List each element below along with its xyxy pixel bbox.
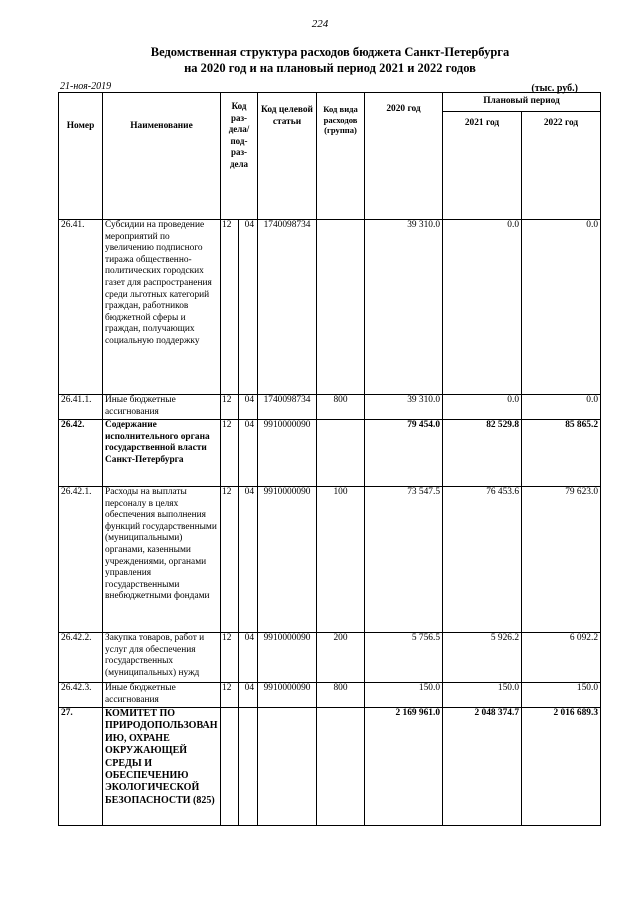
row-name: Расходы на выплаты персоналу в целях обеспечения выполнения функций государственными (муниципальными) органами, казенными учреждениями, органами управления государственными внебюджетными фондами [103,487,221,633]
row-number: 26.42.2. [59,633,103,683]
header-expense-code: Код вида расходов (группа) [317,93,365,220]
row-value-2021: 82 529.8 [443,420,522,487]
row-name: Закупка товаров, работ и услуг для обеспечения государственных (муниципальных) нужд [103,633,221,683]
row-name: Иные бюджетные ассигнования [103,683,221,708]
row-target-code: 9910000090 [258,420,317,487]
row-expense-code [317,708,365,826]
row-target-code [258,708,317,826]
row-expense-code: 200 [317,633,365,683]
row-value-2022: 85 865.2 [522,420,601,487]
row-value-2021: 150.0 [443,683,522,708]
row-expense-code: 800 [317,395,365,420]
row-value-2020: 79 454.0 [365,420,443,487]
expenditure-table [58,92,601,826]
header-2022: 2022 год [522,112,601,220]
title-line-2: на 2020 год и на плановый период 2021 и 2022 годов [184,61,476,75]
row-number: 27. [59,708,103,826]
row-number: 26.41. [59,220,103,395]
row-section: 12 [221,220,239,395]
row-name: Субсидии на проведение мероприятий по увеличению подписного тиража общественно-политических городских газет для распространения среди льготных категорий граждан, работников бюджетной сферы и граждан, получающих социальную поддержку [103,220,221,395]
row-section: 12 [221,395,239,420]
row-value-2022: 2 016 689.3 [522,708,601,826]
title-line-1: Ведомственная структура расходов бюджета Санкт-Петербурга [150,45,510,59]
row-value-2022: 150.0 [522,683,601,708]
row-value-2022: 79 623.0 [522,487,601,633]
document-date: 21-ноя-2019 [60,81,112,92]
page-number: 224 [311,18,329,30]
row-target-code: 1740098734 [258,395,317,420]
row-value-2020: 150.0 [365,683,443,708]
row-subsection: 04 [239,420,258,487]
row-section: 12 [221,420,239,487]
row-value-2020: 5 756.5 [365,633,443,683]
units-label: (тыс. руб.) [531,83,578,94]
row-section [221,708,239,826]
row-expense-code [317,220,365,395]
row-value-2021: 0.0 [443,395,522,420]
row-name: КОМИТЕТ ПО ПРИРОДОПОЛЬЗОВАНИЮ, ОХРАНЕ ОКРУЖАЮЩЕЙ СРЕДЫ И ОБЕСПЕЧЕНИЮ ЭКОЛОГИЧЕСКОЙ БЕЗОПАСНОСТИ (825) [103,708,221,826]
row-subsection: 04 [239,633,258,683]
row-subsection [239,708,258,826]
header-2020: 2020 год [365,93,443,220]
table-row [59,420,601,487]
header-2021: 2021 год [443,112,522,220]
table-row [59,395,601,420]
row-value-2021: 5 926.2 [443,633,522,683]
row-number: 26.41.1. [59,395,103,420]
row-expense-code: 100 [317,487,365,633]
row-value-2021: 2 048 374.7 [443,708,522,826]
row-number: 26.42. [59,420,103,487]
row-target-code: 9910000090 [258,683,317,708]
row-section: 12 [221,683,239,708]
row-value-2022: 0.0 [522,395,601,420]
row-value-2020: 39 310.0 [365,395,443,420]
row-subsection: 04 [239,395,258,420]
row-target-code: 9910000090 [258,633,317,683]
row-subsection: 04 [239,683,258,708]
document-title [60,44,600,76]
header-planned-period: Плановый период [443,93,601,112]
row-number: 26.42.1. [59,487,103,633]
row-number: 26.42.3. [59,683,103,708]
row-section: 12 [221,487,239,633]
header-section-code: Код раз-дела/ под-раз-дела [221,93,258,220]
header-number: Номер [59,93,103,220]
table-row [59,633,601,683]
row-value-2022: 6 092.2 [522,633,601,683]
row-value-2020: 73 547.5 [365,487,443,633]
row-expense-code [317,420,365,487]
row-name: Иные бюджетные ассигнования [103,395,221,420]
row-value-2022: 0.0 [522,220,601,395]
table-row [59,683,601,708]
table-row [59,220,601,395]
row-name: Содержание исполнительного органа государственной власти Санкт-Петербурга [103,420,221,487]
row-value-2020: 2 169 961.0 [365,708,443,826]
table-row [59,487,601,633]
header-target-code: Код целевой статьи [258,93,317,220]
row-target-code: 1740098734 [258,220,317,395]
row-expense-code: 800 [317,683,365,708]
row-subsection: 04 [239,487,258,633]
row-value-2020: 39 310.0 [365,220,443,395]
row-value-2021: 76 453.6 [443,487,522,633]
row-section: 12 [221,633,239,683]
row-value-2021: 0.0 [443,220,522,395]
row-subsection: 04 [239,220,258,395]
table-row [59,708,601,826]
row-target-code: 9910000090 [258,487,317,633]
header-name: Наименование [103,93,221,220]
